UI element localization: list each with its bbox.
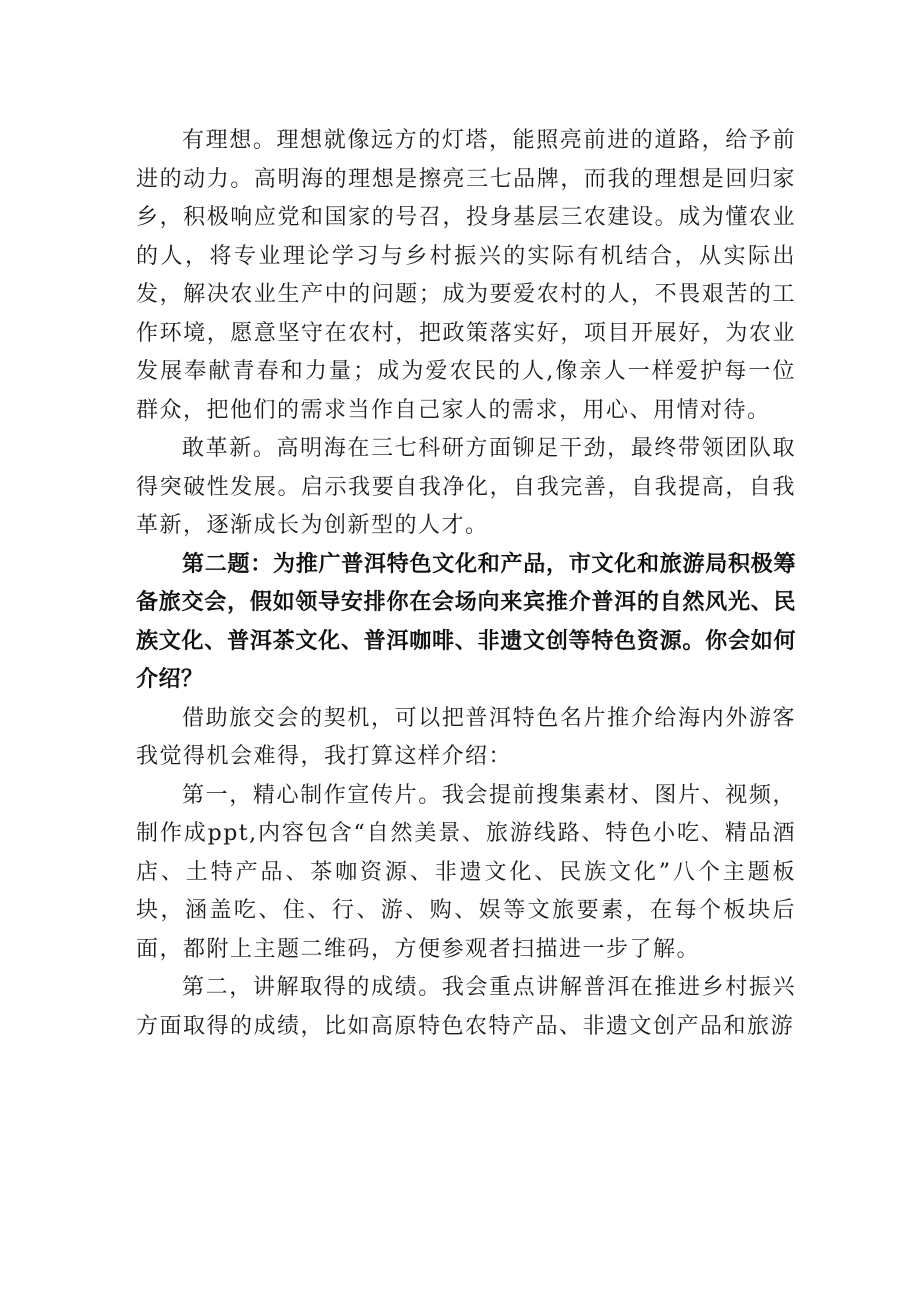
question-heading: 第二题：为推广普洱特色文化和产品，市文化和旅游局积极筹备旅交会，假如领导安排你在会场向来宾推介普洱的自然风光、民族文化、普洱茶文化、普洱咖啡、非遗文创等特色资源。你会如何介绍？: [136, 551, 796, 692]
document-body: [136, 122, 796, 1046]
paragraph-ideal: 有理想。理想就像远方的灯塔，能照亮前进的道路，给予前进的动力。高明海的理想是擦亮三七品牌，而我的理想是回归家乡，积极响应党和国家的号召，投身基层三农建设。成为懂农业的人，将专业理论学习与乡村振兴的实际有机结合，从实际出发，解决农业生产中的问题；成为要爱农村的人，不畏艰苦的工作环境，愿意坚守在农村，把政策落实好，项目开展好，为农业发展奉献青春和力量；成为爱农民的人,像亲人一样爱护每一位群众，把他们的需求当作自己家人的需求，用心、用情对待。: [136, 128, 796, 423]
paragraph-innovation: 敢革新。高明海在三七科研方面铆足干劲，最终带领团队取得突破性发展。启示我要自我净化，自我完善，自我提高，自我革新，逐渐成长为创新型的人才。: [136, 436, 796, 538]
paragraph-intro: 借助旅交会的契机，可以把普洱特色名片推介给海内外游客我觉得机会难得，我打算这样介绍：: [136, 705, 796, 769]
paragraph-first-point: 第一，精心制作宣传片。我会提前搜集素材、图片、视频，制作成ppt,内容包含“自然美景、旅游线路、特色小吃、精品酒店、土特产品、茶咖资源、非遗文化、民族文化”八个主题板块，涵盖吃、住、行、游、购、娱等文旅要素，在每个板块后面，都附上主题二维码，方便参观者扫描进一步了解。: [136, 782, 796, 962]
paragraph-second-point: 第二，讲解取得的成绩。我会重点讲解普洱在推进乡村振兴方面取得的成绩，比如高原特色农特产品、非遗文创产品和旅游: [136, 975, 796, 1039]
